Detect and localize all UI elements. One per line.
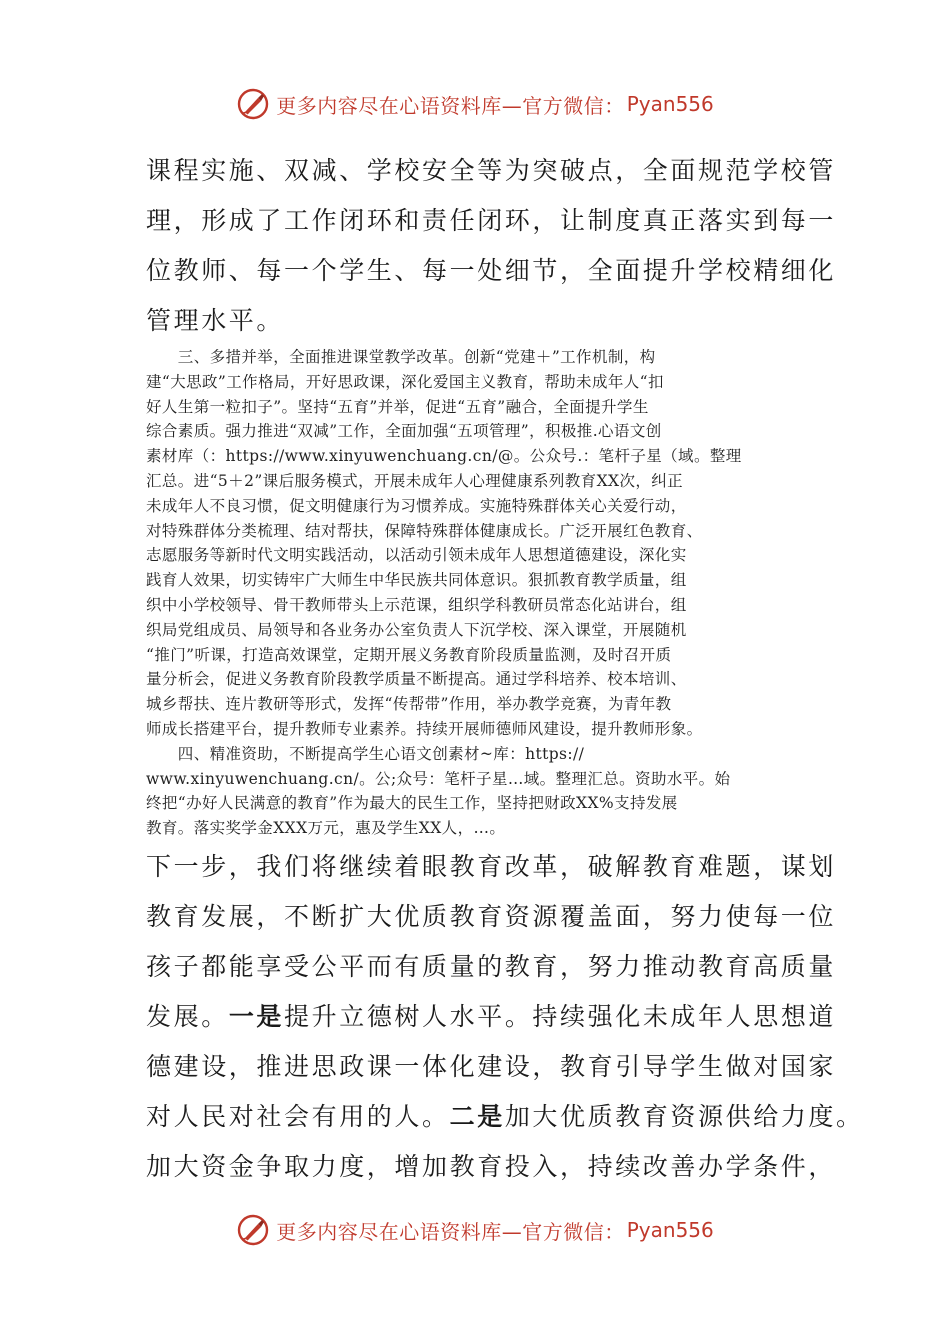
footer-banner [0, 1210, 950, 1250]
text-line: 师成长搭建平台，提升教师专业素养。持续开展师德师风建设，提升教师形象。 [146, 719, 703, 738]
text-line: 下一步，我们将继续着眼教育改革，破解教育难题，谋划 [146, 852, 837, 881]
text-run: 加大优质教育资源供给力度。 [504, 1102, 864, 1131]
text-line: 孩子都能享受公平而有质量的教育，努力推动教育高质量 [146, 952, 837, 981]
text-line: 织中小学校领导、骨干教师带头上示范课，组织学科教研员常态化站讲台，组 [146, 595, 687, 614]
text-line: 量分析会，促进义务教育阶段教学质量不断提高。通过学科培养、校本培训、 [146, 670, 687, 689]
text-line: 终把“办好人民满意的教育”作为最大的民生工作，坚持把财政XX%支持发展 [146, 794, 678, 813]
text-line: 德建设，推进思政课一体化建设，教育引导学生做对国家 [146, 1052, 837, 1081]
text-line: “推门”听课，打造高效课堂，定期开展义务教育阶段质量监测，及时召开质 [146, 645, 672, 664]
text-line: 管理水平。 [146, 306, 285, 335]
text-line [146, 1092, 864, 1142]
pen-ink-logo-icon [236, 1213, 270, 1247]
text-run: 提升立德树人水平。持续强化未成年人思想道 [284, 1002, 837, 1031]
text-line: 志愿服务等新时代文明实践活动，以活动引领未成年人思想道德建设，深化实 [146, 546, 687, 565]
text-line: 城乡帮扶、连片教研等形式，发挥“传帮带”作用，举办教学竞赛，为青年教 [146, 695, 672, 714]
paragraph-top [146, 146, 837, 346]
text-line: 建“大思政”工作格局，开好思政课，深化爱国主义教育，帮助未成年人“扣 [146, 372, 664, 391]
text-line: 位教师、每一个学生、每一处细节，全面提升学校精细化 [146, 256, 837, 285]
text-run: 发展。 [146, 1002, 229, 1031]
text-line: 课程实施、双减、学校安全等为突破点，全面规范学校管 [146, 156, 837, 185]
text-line: 践育人效果，切实铸牢广大师生中华民族共同体意识。狠抓教育教学质量，组 [146, 571, 687, 590]
text-line: 对特殊群体分类梳理、结对帮扶，保障特殊群体健康成长。广泛开展红色教育、 [146, 521, 703, 540]
text-line: 好人生第一粒扣子”。坚持“五育”并举，促进“五育”融合，全面提升学生 [146, 397, 649, 416]
text-line: 未成年人不良习惯，促文明健康行为习惯养成。实施特殊群体关心关爱行动， [146, 496, 687, 515]
text-line: 汇总。进“5＋2”课后服务模式，开展未成年人心理健康系列教育XX次，纠正 [146, 471, 684, 490]
banner-text: 更多内容尽在心语资料库—官方微信： [276, 1219, 625, 1244]
text-line: 理，形成了工作闭环和责任闭环，让制度真正落实到每一 [146, 206, 837, 235]
text-run: 对人民对社会有用的人。 [146, 1102, 450, 1131]
text-line: 三、多措并举，全面推进课堂教学改革。创新“党建＋”工作机制，构 [146, 348, 656, 366]
text-line: 教育。落实奖学金XXX万元，惠及学生XX人，…。 [146, 819, 506, 838]
text-line [146, 992, 837, 1042]
paragraph-bottom [146, 842, 864, 1192]
banner-text: 更多内容尽在心语资料库—官方微信： [276, 93, 625, 118]
text-line: www.xinyuwenchuang.cn/。公;众号：笔杆子星…域。整理汇总。资助水平。始 [146, 769, 731, 788]
bold-marker-first: 一是 [228, 1002, 285, 1031]
pen-ink-logo-icon [236, 87, 270, 121]
text-line: 加大资金争取力度，增加教育投入，持续改善办学条件， [146, 1152, 837, 1181]
text-line: 综合素质。强力推进“双减”工作，全面加强“五项管理”，积极推.心语文创 [146, 422, 662, 441]
header-banner [0, 84, 950, 124]
banner-wechat-id: Pyan556 [626, 92, 714, 116]
text-line: 素材库（：https://www.xinyuwenchuang.cn/@。公众号.：笔杆子星（域。整理 [146, 447, 742, 466]
paragraph-small-print [146, 345, 811, 841]
text-line: 四、精准资助，不断提高学生心语文创素材~库：https:// [146, 744, 585, 763]
text-line: 教育发展，不断扩大优质教育资源覆盖面，努力使每一位 [146, 902, 837, 931]
text-line: 织局党组成员、局领导和各业务办公室负责人下沉学校、深入课堂，开展随机 [146, 620, 687, 639]
banner-wechat-id: Pyan556 [626, 1218, 714, 1242]
bold-marker-second: 二是 [449, 1102, 505, 1131]
